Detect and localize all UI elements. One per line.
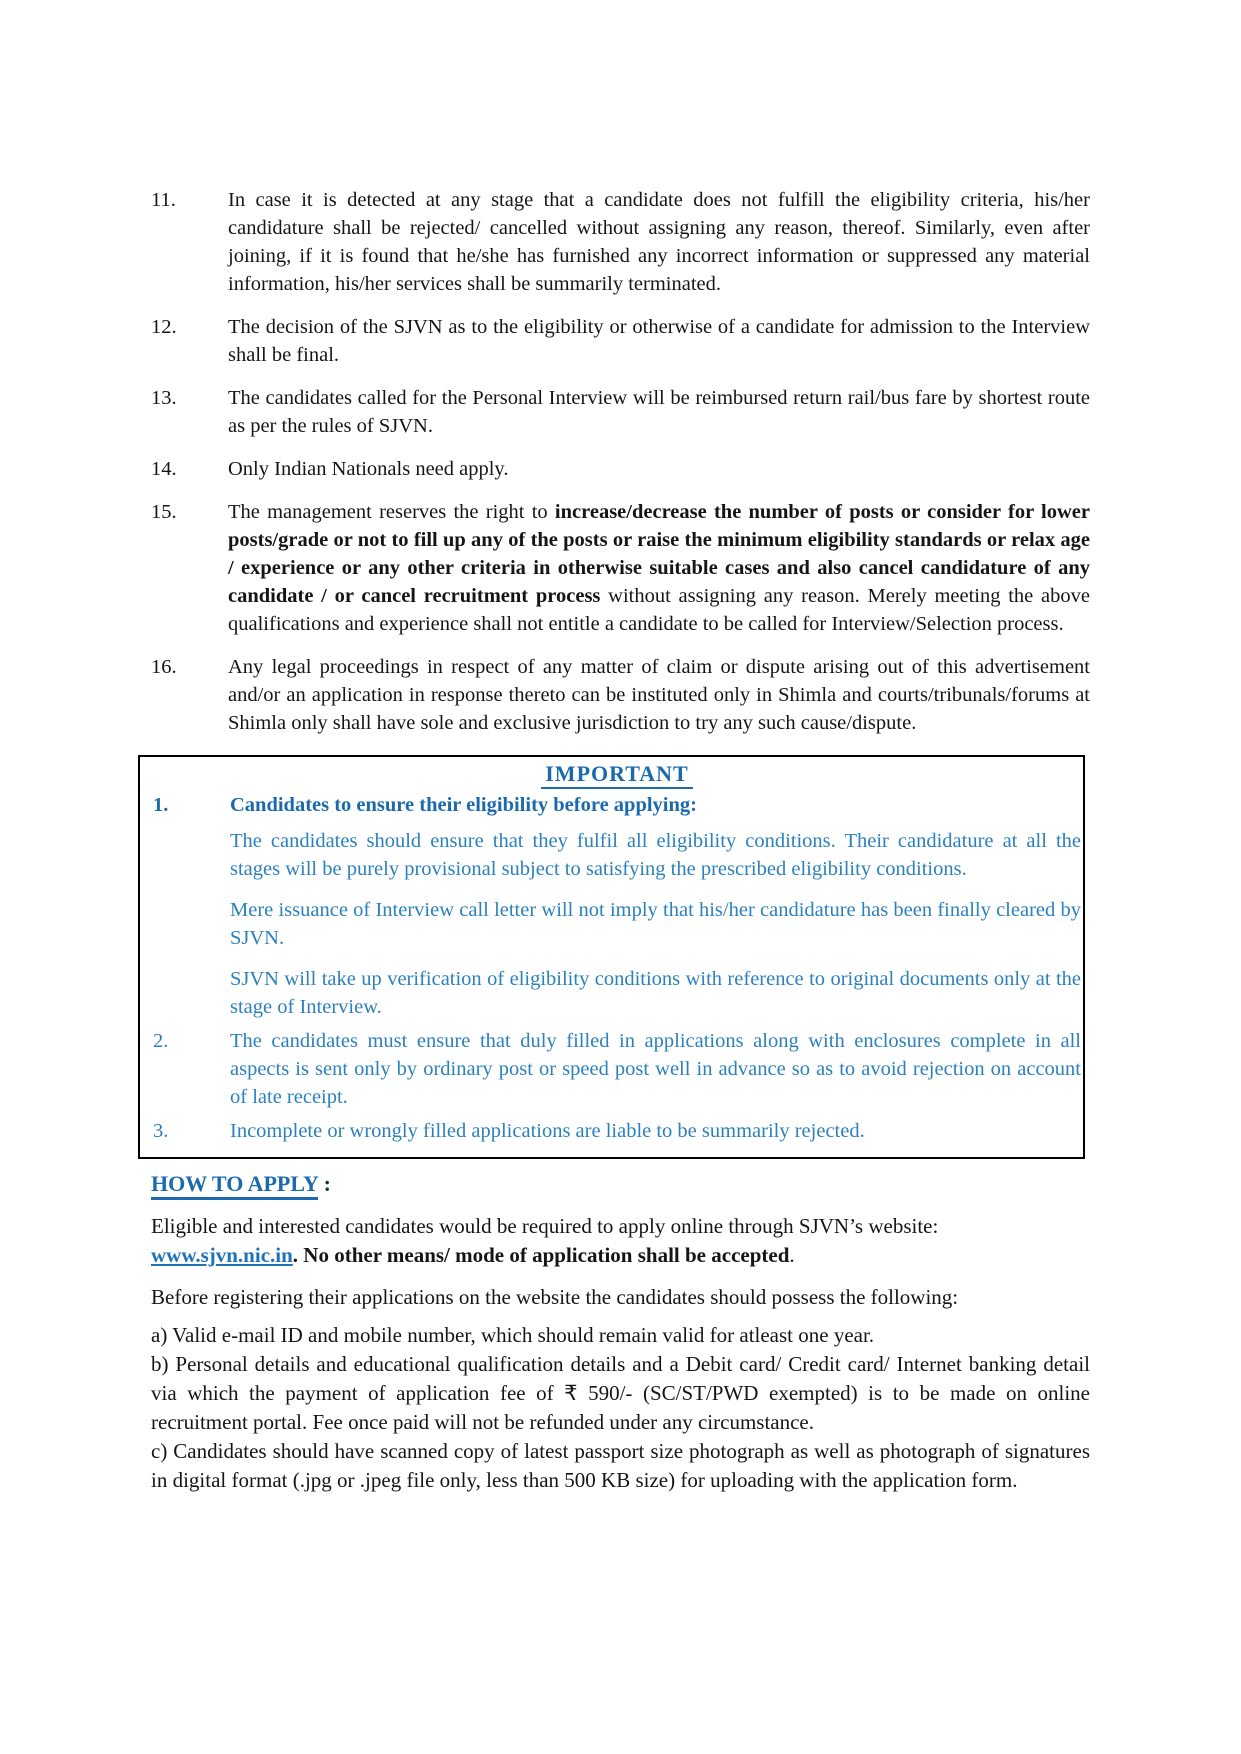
clause-text-bold: increase/decrease the number of posts or consider for lower posts/grade or not to fill up any of the posts or raise the minimum eligibility standards or relax age / experience or any other criteria in otherwise suitable cases and also cancel candidature of any candidate / or cancel recruitment process bbox=[228, 501, 1090, 607]
heading-colon: : bbox=[318, 1171, 331, 1196]
item-number: 2. bbox=[153, 1030, 169, 1052]
item-number: 3. bbox=[153, 1120, 169, 1142]
clause-text-regular: without assigning any reason. Merely meeting the above qualifications and experience shall not entitle a candidate to be called for Interview/Selection process. bbox=[228, 585, 1090, 635]
important-notice-box bbox=[138, 755, 1085, 1159]
prerequisite-point-b: b) Personal details and educational qualification details and a Debit card/ Credit card/ Internet banking detail via which the payment of application fee of ₹ 590/- (SC/ST/PWD exempted) is to be made on online recruitment portal. Fee once paid will not be refunded under any circumstance. bbox=[151, 1352, 1090, 1434]
clause-14 bbox=[151, 455, 1090, 483]
clause-12 bbox=[151, 313, 1090, 369]
clause-text: Any legal proceedings in respect of any matter of claim or dispute arising out of this advertisement and/or an application in response thereto can be instituted only in Shimla and courts/tribunals/forums at Shimla only shall have sole and exclusive jurisdiction to try any such cause/dispute. bbox=[228, 656, 1090, 734]
important-item-2 bbox=[153, 1027, 1081, 1111]
important-item-1 bbox=[153, 791, 1081, 1021]
item-body bbox=[230, 791, 1081, 1021]
sentence-end: . bbox=[789, 1243, 795, 1267]
clause-number: 13. bbox=[151, 387, 177, 409]
how-to-apply-title-text: HOW TO APPLY bbox=[151, 1171, 318, 1200]
clause-text: Only Indian Nationals need apply. bbox=[228, 458, 509, 480]
clause-text bbox=[228, 498, 1090, 638]
item-paragraph: Mere issuance of Interview call letter will not imply that his/her candidature has been finally cleared by SJVN. bbox=[230, 899, 1081, 949]
item-heading: Candidates to ensure their eligibility before applying: bbox=[230, 794, 697, 816]
prerequisite-point-c: c) Candidates should have scanned copy of latest passport size photograph as well as photograph of signatures in digital format (.jpg or .jpeg file only, less than 500 KB size) for uploading with the application form. bbox=[151, 1439, 1090, 1492]
no-other-means-text: . No other means/ mode of application shall be accepted bbox=[292, 1243, 790, 1267]
item-body: The candidates must ensure that duly filled in applications along with enclosures complete in all aspects is sent only by ordinary post or speed post well in advance so as to avoid rejection on account of late receipt. bbox=[230, 1030, 1081, 1108]
apply-intro-text: Eligible and interested candidates would be required to apply online through SJVN’s website: bbox=[151, 1214, 939, 1238]
prerequisites-intro: Before registering their applications on the website the candidates should possess the following: bbox=[151, 1285, 959, 1309]
clause-text-regular: The management reserves the right to bbox=[228, 501, 555, 523]
clause-text: The candidates called for the Personal Interview will be reimbursed return rail/bus fare by shortest route as per the rules of SJVN. bbox=[228, 387, 1090, 437]
prerequisite-point-a: a) Valid e-mail ID and mobile number, which should remain valid for atleast one year. bbox=[151, 1323, 875, 1347]
clause-number: 14. bbox=[151, 458, 177, 480]
item-paragraph: The candidates should ensure that they fulfil all eligibility conditions. Their candidature at all the stages will be purely provisional subject to satisfying the prescribed eligibility conditions. bbox=[230, 830, 1081, 880]
clause-11 bbox=[151, 186, 1090, 298]
clause-number: 11. bbox=[151, 189, 176, 211]
clause-16 bbox=[151, 653, 1090, 737]
clause-number: 16. bbox=[151, 656, 177, 678]
item-body: Incomplete or wrongly filled applications are liable to be summarily rejected. bbox=[230, 1120, 865, 1142]
important-item-3 bbox=[153, 1117, 1081, 1145]
how-to-apply-heading bbox=[151, 1169, 1090, 1199]
clause-number: 12. bbox=[151, 316, 177, 338]
sjvn-website-link[interactable]: www.sjvn.nic.in bbox=[151, 1243, 293, 1267]
clause-15 bbox=[151, 498, 1090, 638]
prerequisites-list bbox=[151, 1321, 1090, 1495]
important-box-title bbox=[153, 761, 1081, 787]
clause-number: 15. bbox=[151, 501, 177, 523]
clause-13 bbox=[151, 384, 1090, 440]
clause-text: The decision of the SJVN as to the eligibility or otherwise of a candidate for admission to the Interview shall be final. bbox=[228, 316, 1090, 366]
important-title-text: IMPORTANT bbox=[541, 761, 692, 789]
clause-text: In case it is detected at any stage that a candidate does not fulfill the eligibility criteria, his/her candidature shall be rejected/ cancelled without assigning any reason, thereof. Similarly, even after joining, if it is found that he/she has furnished any incorrect information or suppressed any material information, his/her services shall be summarily terminated. bbox=[228, 189, 1090, 295]
apply-online-paragraph bbox=[151, 1212, 1090, 1270]
item-paragraph: SJVN will take up verification of eligibility conditions with reference to original documents only at the stage of Interview. bbox=[230, 968, 1081, 1018]
item-number: 1. bbox=[153, 794, 169, 816]
